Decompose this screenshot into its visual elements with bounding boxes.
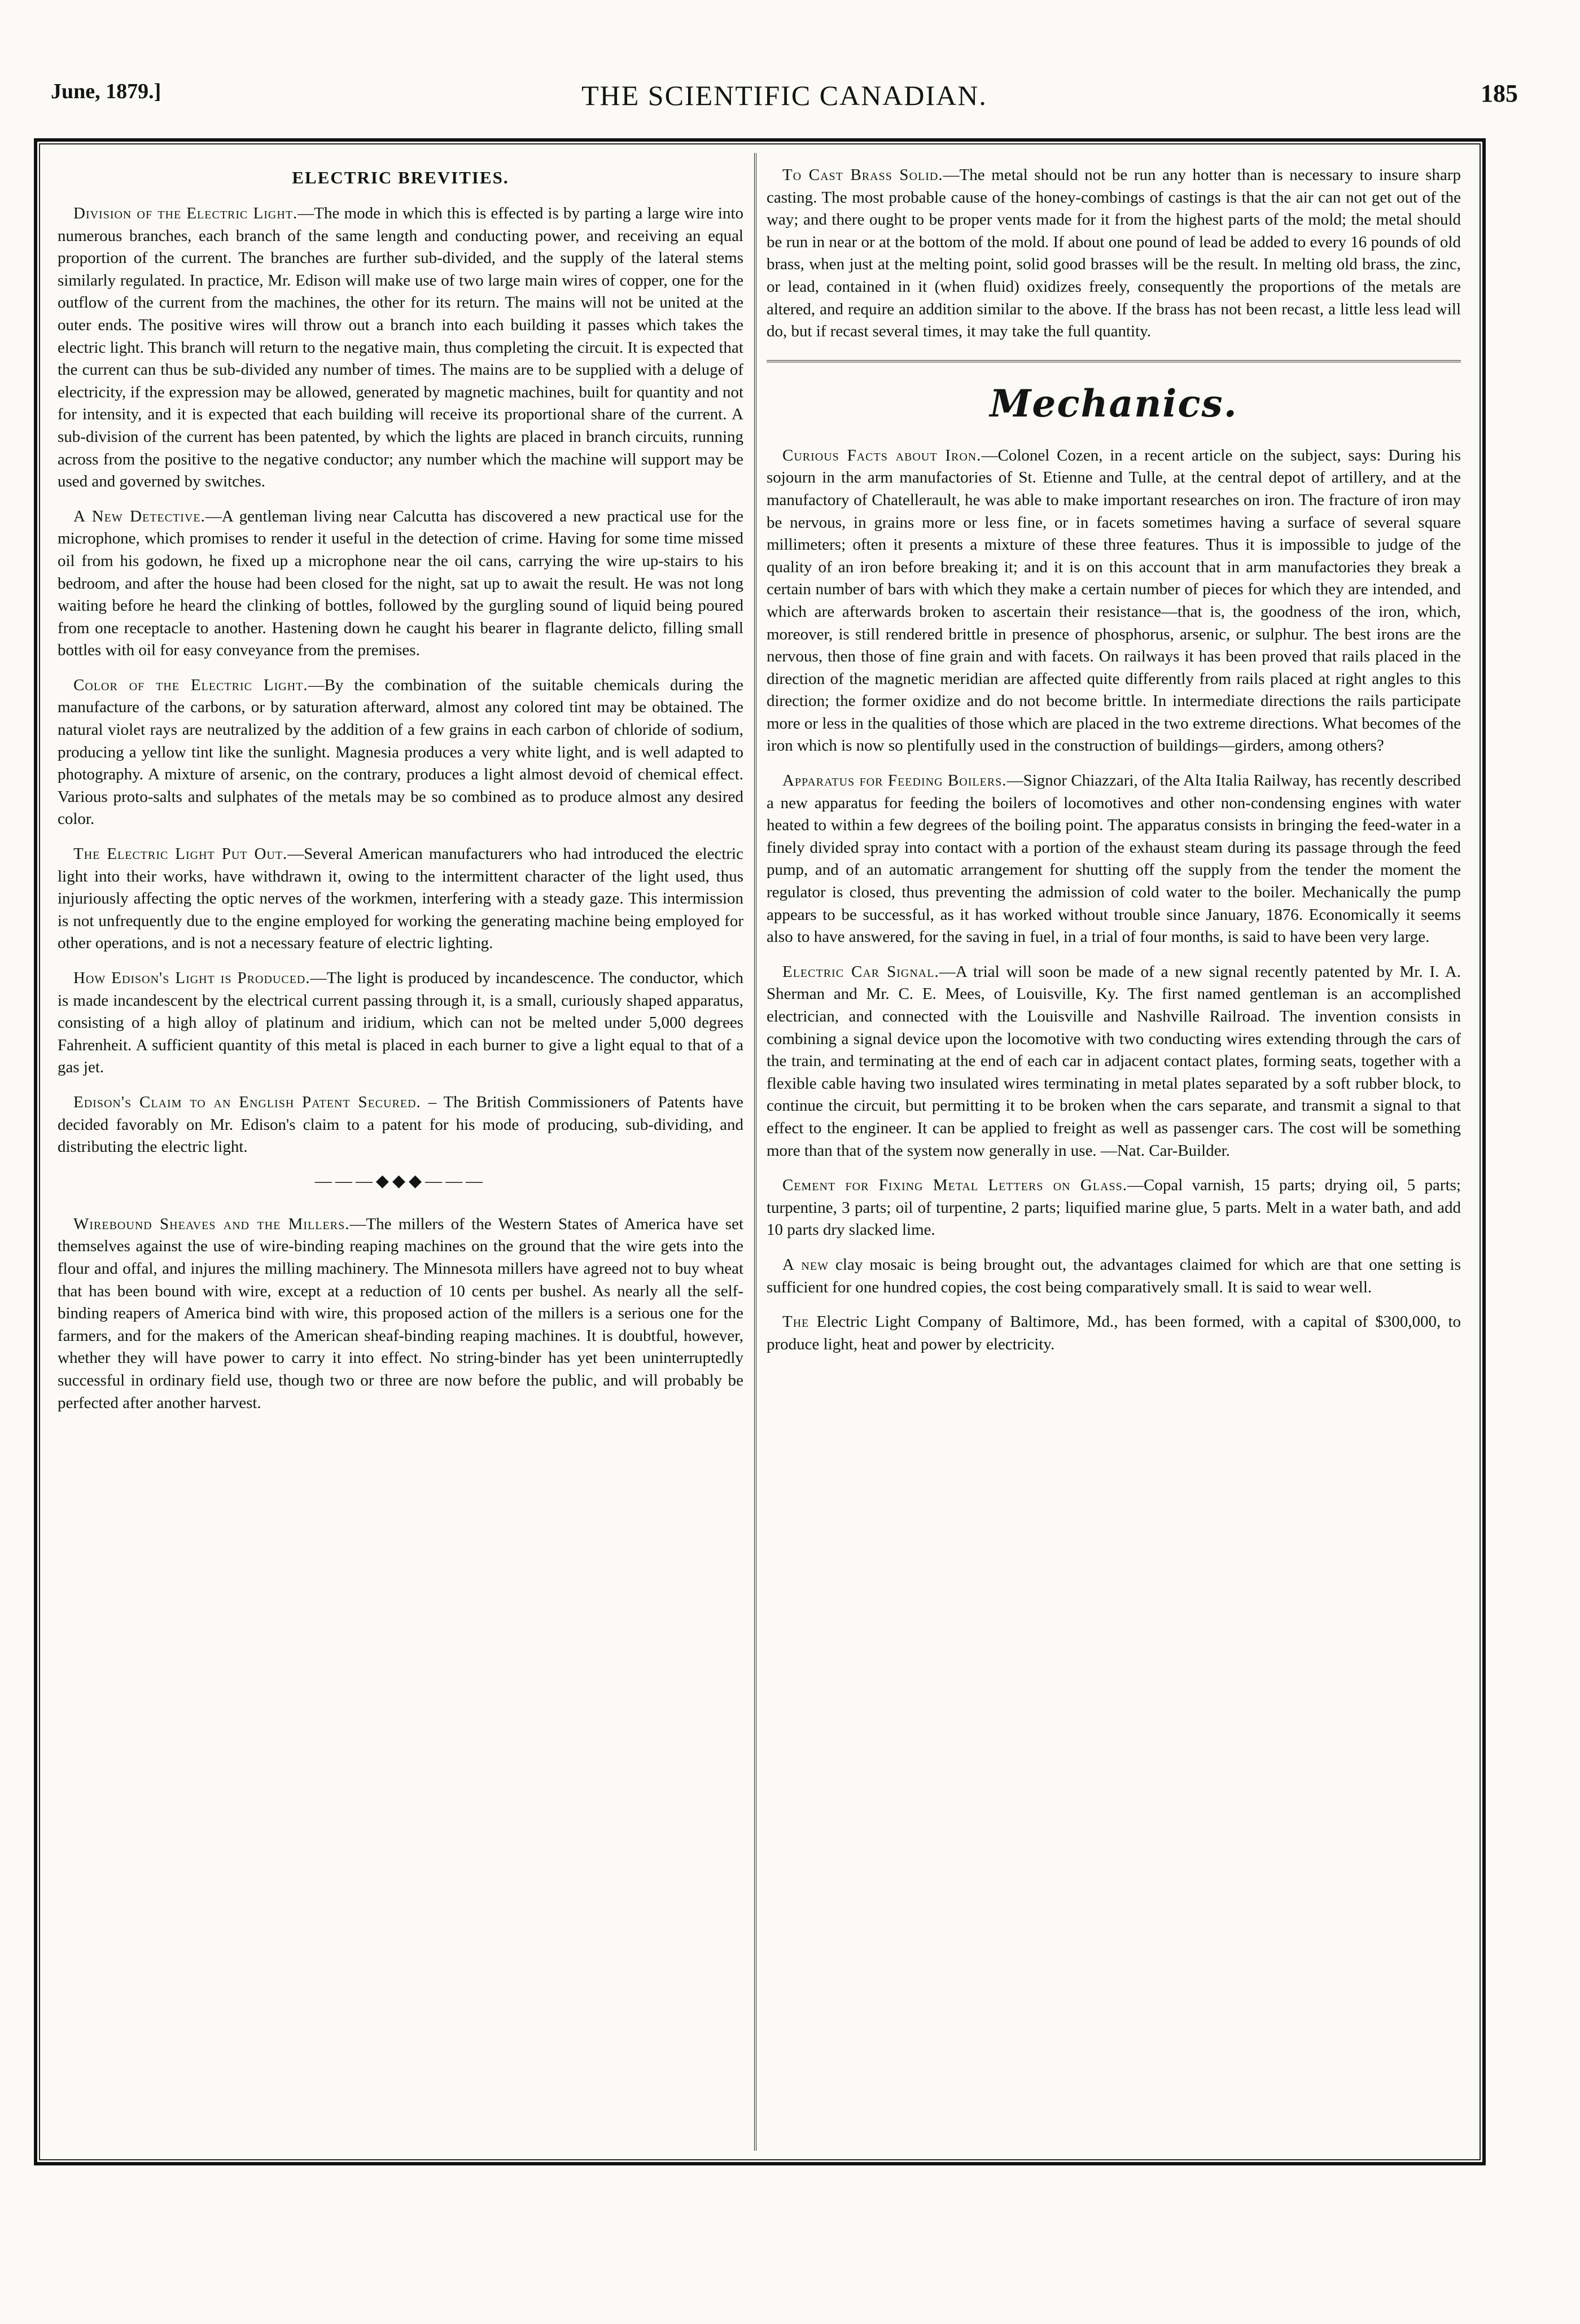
article-lead: Division of the Electric Light. (73, 204, 298, 222)
article-body: —Signor Chiazzari, of the Alta Italia Railway, has recently described a new apparatus for feeding the boilers of locomotives and other non-condensing engines with water heated to within a few degrees of the boiling point. The apparatus consists in bringing the feed-water in a finely divided spray into contact with a portion of the exhaust steam during its passage through the feed pump, and of an automatic arrangement for shutting off the supply from the tender the moment the regulator is closed, thus preventing the admission of cold water to the boiler. Mechanically the pump appears to be successful, as it has worked without trouble since January, 1876. Economically it seems also to have answered, for the saving in fuel, in a trial of four months, is said to have been very large. (767, 771, 1461, 946)
article-body: —The mode in which this is effected is by parting a large wire into numerous branches, each branch of the same length and conducting power, and receiving an equal proportion of the current. The branches are further sub-divided, and the supply of the lateral stems similarly regulated. In practice, Mr. Edison will make use of two large main wires of copper, one for the outflow of the current from the machines, the other for its return. The mains will not be united at the outer ends. The positive wires will throw out a branch into each building it passes which takes the electric light. This branch will return to the negative main, thus completing the circuit. It is expected that the current can thus be sub-divided any number of times. The mains are to be supplied with a deluge of electricity, if the expression may be allowed, generated by magnetic machines, built for quantity and not for intensity, and it is expected that each building will receive its proportional share of the current. A sub-division of the current has been patented, by which the lights are placed in branch circuits, running across from the positive to the negative conductor; any number which the machine will support may be used and governed by switches. (58, 204, 743, 491)
article-lead: The (782, 1313, 809, 1331)
article-body: —The metal should not be run any hotter than is necessary to insure sharp casting. The most probable cause of the honey-combings of castings is that the air can not get out of the way; and there ought to be proper vents made for it from the highest parts of the mold; the metal should be run in near or at the bottom of the mold. If about one pound of lead be added to every 16 pounds of old brass, when just at the melting point, solid good brasses will be the result. In melting old brass, the zinc, or lead, contained in it (when fluid) oxidizes freely, consequently the proportions of the metals are altered, and require an addition similar to the above. If the brass has not been recast, a little less lead will do, but if recast several times, it may take the full quantity. (767, 166, 1461, 341)
article-body: clay mosaic is being brought out, the advantages claimed for which are that one setting is sufficient for one hundred copies, the cost being comparatively small. It is said to wear well. (767, 1255, 1461, 1296)
article-lead: Cement for Fixing Metal Letters on Glass. (782, 1176, 1128, 1195)
page-header (51, 79, 1518, 119)
article-car-signal (767, 961, 1461, 1162)
page-number: 185 (1481, 80, 1518, 107)
article-color-of-light (58, 674, 743, 831)
article-body: – The British Commissioners of Patents have decided favorably on Mr. Edison's claim to a patent for his mode of producing, sub-dividing, and distributing the electric light. (58, 1093, 743, 1156)
article-body: —Several American manufacturers who had introduced the electric light into their works, have withdrawn it, owing to the intermittent character of the light used, thus injuriously affecting the optic nerves of the workmen, interfering with a steady gaze. This intermission is not unfrequently due to the engine employed for working the generating machine being employed for other operations, and is not a necessary feature of electric lighting. (58, 845, 743, 953)
article-clay-mosaic (767, 1254, 1461, 1299)
article-lead: Curious Facts about Iron. (782, 446, 982, 464)
article-lead: How Edison's Light is Produced. (73, 969, 310, 987)
article-body: —A trial will soon be made of a new signal recently patented by Mr. I. A. Sherman and Mr. C. E. Mees, of Louisville, Ky. The first named gentleman is an accomplished electrician, and connected with the Louisville and Nashville Railroad. The invention consists in combining a signal device upon the locomotive with two conducting wires extending through the cars of the train, and terminating at the end of each car in adjacent contact plates, forming seats, together with a flexible cable having two insulated wires terminating in metal plates separated by a soft rubber block, to continue the circuit, but permitting it to be broken when the cars separate, and transmit a signal to that effect to the engineer. It can be applied to freight as well as passenger cars. The cost will be something more than that of the system now generally in use. —Nat. Car-Builder. (767, 962, 1461, 1160)
column-divider (754, 153, 756, 2151)
article-body: —Copal varnish, 15 parts; drying oil, 5 parts; turpentine, 3 parts; oil of turpentine, 2 parts; liquified marine glue, 5 parts. Melt in a water bath, and add 10 parts dry slacked lime. (767, 1176, 1461, 1239)
article-body: —The light is produced by incandescence. The conductor, which is made incandescent by the electrical current passing through it, is a small, curiously shaped apparatus, consisting of a high alloy of platinum and iridium, which can not be melted under 5,000 degrees Fahrenheit. A sufficient quantity of this metal is placed in each burner to give a light equal to that of a gas jet. (58, 969, 743, 1077)
article-lead: The Electric Light Put Out. (73, 845, 288, 863)
article-lead: Apparatus for Feeding Boilers. (782, 771, 1007, 790)
column-title: ELECTRIC BREVITIES. (292, 168, 509, 187)
article-lead: To Cast Brass Solid. (782, 166, 943, 184)
article-english-patent (58, 1091, 743, 1159)
article-lead: A New Detective. (73, 507, 205, 525)
article-body: —The millers of the Western States of America have set themselves against the use of wire-binding reaping machines on the ground that the wire gets into the flour and offal, and injures the milling machinery. The Minnesota millers have agreed not to buy wheat that has been bound with wire, except at a reduction of 10 cents per bushel. As nearly all the self-binding reapers of America bind with wire, this proposed action of the millers is a serious one for the farmers, and for the makers of the American sheaf-binding reaping machines. It is doubtful, however, whether they will have power to carry it into effect. No string-binder has yet been uninterruptedly successful in ordinary field use, though two or three are now before the public, and will probably be perfected after another harvest. (58, 1214, 743, 1412)
page-frame (34, 138, 1486, 2165)
issue-date: June, 1879.] (51, 80, 161, 103)
article-feeding-boilers (767, 770, 1461, 949)
article-facts-about-iron (767, 445, 1461, 757)
article-baltimore-light-co (767, 1311, 1461, 1356)
publication-title: THE SCIENTIFIC CANADIAN. (581, 80, 987, 111)
article-edisons-light (58, 967, 743, 1079)
article-lead: Electric Car Signal. (782, 962, 939, 981)
article-lead: Edison's Claim to an English Patent Secured. (73, 1093, 421, 1111)
section-separator (767, 360, 1461, 362)
article-lead: Wirebound Sheaves and the Millers. (73, 1214, 350, 1233)
left-column (58, 164, 743, 2139)
article-body: —Colonel Cozen, in a recent article on the subject, says: During his sojourn in the arm manufactories of St. Etienne and Tulle, at the central depot of artillery, and at the manufactory of Chatellerault, he was able to make important researches on iron. The fracture of iron may be nervous, in grains more or less fine, or in facets sometimes having a surface of several square millimeters; often it presents a mixture of these three features. Thus it is impossible to judge of the quality of an iron before breaking it; and it is on this account that in arm manufactories they break a certain number of bars with which they make a certain number of pieces for which they are intended, and which are afterwards broken to ascertain their resistance—that is, the goodness of the iron, which, moreover, is still rendered brittle in presence of phosphorus, arsenic, or sulphur. The best irons are the nervous, then those of fine grain and with facets. On railways it has been proved that rails placed in the direction of the magnetic meridian are affected quite differently from rails placed at right angles to this direction; the former oxidize and do not become brittle. In intermediate directions the rails participate more or less in the qualities of those which are placed in the two extreme directions. What becomes of the iron which is now so plentifully used in the construction of buildings—girders, among others? (767, 446, 1461, 755)
right-column (767, 164, 1461, 2139)
article-light-put-out (58, 843, 743, 955)
article-cast-brass (767, 164, 1461, 343)
article-division-of-light (58, 203, 743, 493)
article-lead: A new (782, 1255, 829, 1274)
article-body: —By the combination of the suitable chemicals during the manufacture of the carbons, or by saturation afterward, almost any colored tint may be obtained. The natural violet rays are neutralized by the addition of a few grains in each carbon of chloride of sodium, producing a yellow tint like the sunlight. Magnesia produces a very white light, and is well adapted to photography. A mixture of arsenic, on the contrary, produces a light almost devoid of chemical effect. Various proto-salts and sulphates of the metals may be so combined as to produce almost any desired color. (58, 676, 743, 828)
article-body: Electric Light Company of Baltimore, Md., has been formed, with a capital of $300,000, to produce light, heat and power by electricity. (767, 1313, 1461, 1353)
article-wirebound-sheaves (58, 1213, 743, 1414)
ornamental-rule: ———◆◆◆——— (314, 1171, 487, 1190)
article-body: —A gentleman living near Calcutta has discovered a new practical use for the microphone, which promises to render it useful in the detection of crime. Having for some time missed oil from his godown, he fixed up a microphone near the oil cans, carrying the wire up-stairs to his bedroom, and after the house had been closed for the night, sat up to await the result. He was not long waiting before he heard the clinking of bottles, followed by the gurgling sound of liquid being poured from one receptacle to another. Hastening down he caught his bearer in flagrante delicto, filling small bottles with oil for easy conveyance from the premises. (58, 507, 743, 660)
section-heading-mechanics: Mechanics. (990, 381, 1238, 426)
article-new-detective (58, 506, 743, 662)
article-lead: Color of the Electric Light. (73, 676, 308, 694)
article-cement-metal-letters (767, 1174, 1461, 1242)
